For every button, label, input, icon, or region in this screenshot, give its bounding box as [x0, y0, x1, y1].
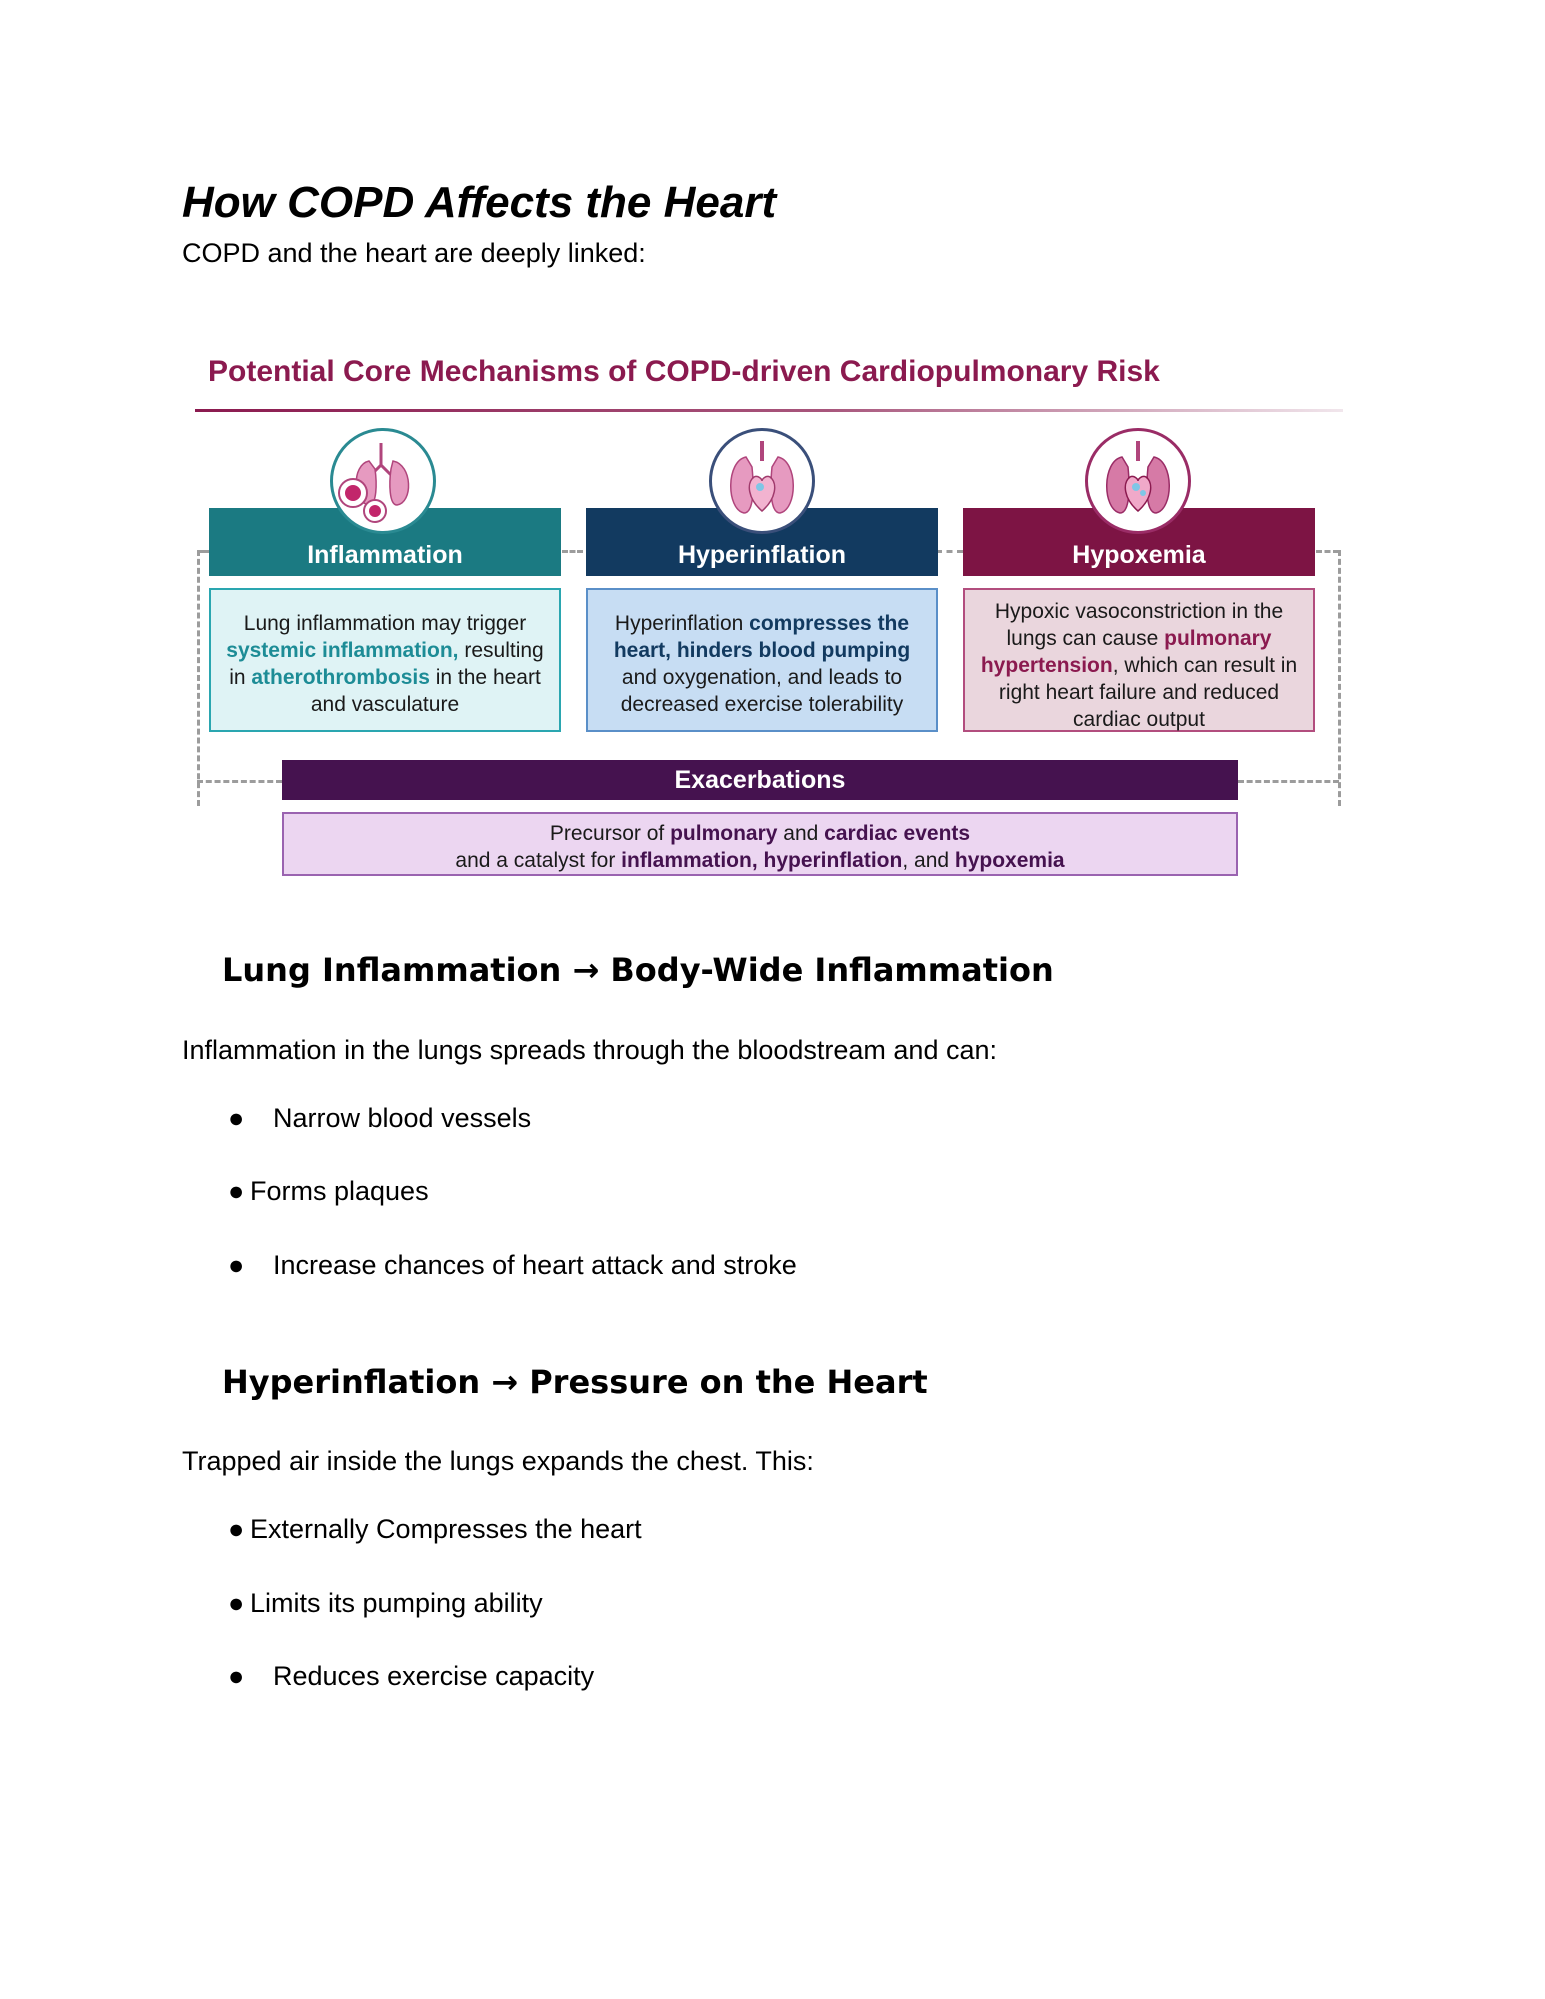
- body-text: Precursor of: [549, 822, 671, 845]
- list-item-text: Externally Compresses the heart: [250, 1514, 642, 1544]
- list-item-text: Narrow blood vessels: [273, 1103, 532, 1133]
- list-item-text: Reduces exercise capacity: [273, 1661, 595, 1691]
- list-item: [228, 1512, 642, 1546]
- hypoxemia-description: [963, 588, 1315, 732]
- dashed-connector: [936, 550, 963, 553]
- intro-text: COPD and the heart are deeply linked:: [182, 238, 646, 268]
- body-text: , and: [902, 849, 955, 872]
- exacerbations-line: [284, 847, 1236, 874]
- list-item-text: Limits its pumping ability: [250, 1588, 543, 1618]
- inflammation-description: [209, 588, 561, 732]
- section-paragraph: Inflammation in the lungs spreads through the bloodstream and can:: [182, 1035, 997, 1065]
- body-text: and a catalyst for: [455, 849, 622, 872]
- body-text: Hyperinflation: [614, 612, 750, 635]
- exacerbations-heading: Exacerbations: [282, 760, 1238, 800]
- bullet-icon: ●: [228, 1103, 245, 1133]
- heart-lungs-icon: [709, 428, 815, 534]
- exacerbations-line: [284, 820, 1236, 847]
- mechanisms-infographic: [190, 340, 1360, 885]
- dashed-connector: [197, 550, 200, 806]
- list-item: [228, 1248, 797, 1282]
- body-text: and: [777, 822, 825, 845]
- bullet-icon: ●: [228, 1250, 245, 1280]
- heart-lungs-icon: [1085, 428, 1191, 534]
- bullet-icon: ●: [228, 1588, 245, 1618]
- highlighted-text: atherothrombosis: [251, 666, 430, 689]
- dashed-connector: [562, 550, 583, 553]
- title-divider: [195, 409, 1343, 412]
- list-item: [228, 1174, 429, 1208]
- section-paragraph: Trapped air inside the lungs expands the chest. This:: [182, 1446, 814, 1476]
- list-item-text: Increase chances of heart attack and stroke: [273, 1250, 797, 1280]
- bullet-icon: ●: [228, 1514, 245, 1544]
- body-text: Hypoxic vasoconstriction in the lungs can cause: [994, 600, 1284, 650]
- dashed-connector: [197, 780, 282, 783]
- highlighted-text: pulmonary: [670, 822, 778, 845]
- list-item: [228, 1586, 543, 1620]
- hyperinflation-description: [586, 588, 938, 732]
- body-text: and oxygenation, and leads to decreased exercise tolerability: [620, 666, 904, 716]
- hyperinflation-heading: Hyperinflation: [586, 508, 938, 576]
- bullet-icon: ●: [228, 1176, 245, 1206]
- highlighted-text: inflammation, hyperinflation: [621, 849, 903, 872]
- body-text: resulting in: [229, 639, 544, 689]
- body-text: , which can result in right heart failure and reduced cardiac output: [998, 654, 1298, 731]
- highlighted-text: pulmonary hypertension: [980, 627, 1272, 677]
- highlighted-text: compresses the heart, hinders blood pumping: [613, 612, 911, 662]
- list-item: [228, 1101, 531, 1135]
- page-title: How COPD Affects the Heart: [182, 178, 777, 227]
- dashed-connector: [197, 550, 209, 553]
- exacerbations-description: [282, 812, 1238, 876]
- dashed-connector: [1338, 550, 1341, 806]
- infographic-title: Potential Core Mechanisms of COPD-driven Cardiopulmonary Risk: [208, 355, 1160, 388]
- body-text: Lung inflammation may trigger: [243, 612, 527, 635]
- bullet-icon: ●: [228, 1661, 245, 1691]
- section-heading: Lung Inflammation → Body-Wide Inflammation: [222, 951, 1054, 989]
- dashed-connector: [1316, 550, 1339, 553]
- highlighted-text: systemic inflammation,: [226, 639, 459, 662]
- highlighted-text: cardiac events: [824, 822, 971, 845]
- body-text: in the heart and vasculature: [310, 666, 541, 716]
- highlighted-text: hypoxemia: [954, 849, 1065, 872]
- inflammation-heading: Inflammation: [209, 508, 561, 576]
- inflamed-lungs-icon: [330, 428, 436, 534]
- hypoxemia-heading: Hypoxemia: [963, 508, 1315, 576]
- section-heading: Hyperinflation → Pressure on the Heart: [222, 1363, 928, 1401]
- list-item-text: Forms plaques: [250, 1176, 429, 1206]
- list-item: [228, 1659, 594, 1693]
- dashed-connector: [1238, 780, 1339, 783]
